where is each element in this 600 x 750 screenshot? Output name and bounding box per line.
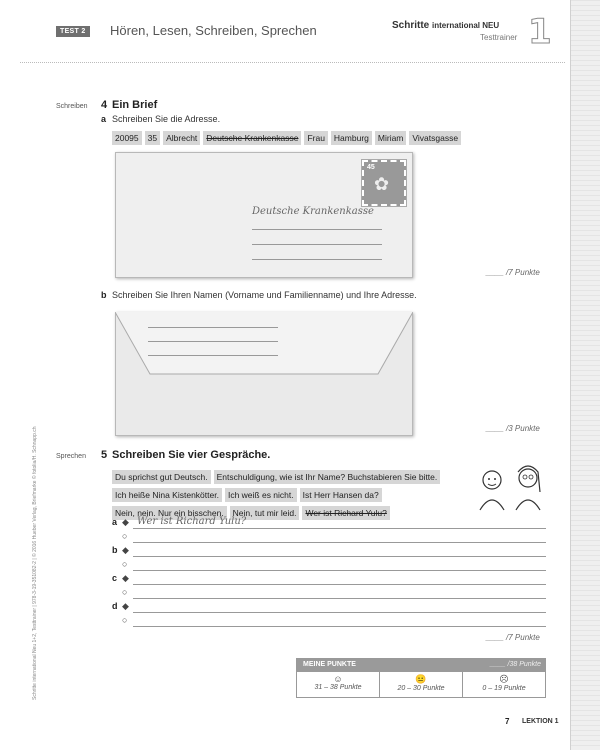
- task-title-4: Ein Brief: [112, 99, 158, 111]
- dialog-letter: a: [112, 517, 118, 527]
- word-chip: Deutsche Krankenkasse: [203, 131, 301, 145]
- address-line: [252, 244, 382, 245]
- word-chip: Hamburg: [331, 131, 372, 145]
- happy-face-icon: ☺: [333, 674, 343, 684]
- score-total: ____ /38 Punkte: [490, 661, 541, 668]
- unit-number: 1: [528, 12, 552, 52]
- dialog-answer: Wer ist Richard Yulu?: [137, 516, 247, 527]
- dialog-answer-line[interactable]: [133, 626, 546, 627]
- word-chip: Miriam: [375, 131, 407, 145]
- sentence-chip: Ich weiß es nicht.: [225, 488, 297, 502]
- diamond-icon: ◆: [122, 545, 129, 555]
- dialog-answer-line[interactable]: [133, 556, 546, 557]
- handwritten-address: Deutsche Krankenkasse: [252, 206, 374, 217]
- sentence-chip: Du sprichst gut Deutsch.: [112, 470, 211, 484]
- copyright-vertical: Schritte international Neu 1+2, Testtrainer | 978-3-19-351082-2 | © 2016 Hueber Verlag, Briefmarke © fotolia/H. Schnapp.ch: [32, 426, 38, 700]
- score-table: [296, 658, 546, 698]
- envelope-flap: [115, 312, 413, 436]
- page-title: Hören, Lesen, Schreiben, Sprechen: [110, 23, 317, 38]
- task-title-5: Schreiben Sie vier Gespräche.: [112, 449, 271, 461]
- sentence-chip: Wer ist Richard Yulu?: [302, 506, 389, 520]
- circle-icon: ○: [122, 559, 128, 569]
- subtask-text-a: Schreiben Sie die Adresse.: [112, 114, 221, 124]
- diamond-icon: ◆: [122, 517, 129, 527]
- test-badge: TEST 2: [56, 26, 90, 37]
- section-label-schreiben: Schreiben: [56, 103, 88, 110]
- task-number-4: 4: [101, 99, 108, 111]
- section-label-sprechen: Sprechen: [56, 453, 86, 460]
- points-5: ____ /7 Punkte: [486, 633, 540, 642]
- word-chip: Albrecht: [163, 131, 200, 145]
- subtask-letter-a: a: [101, 114, 107, 124]
- sentence-chip: Nein, nein. Nur ein bisschen.: [112, 506, 227, 520]
- dialog-letter: d: [112, 601, 118, 611]
- dialog-answer-line[interactable]: [133, 598, 546, 599]
- sad-face-icon: ☹: [499, 674, 509, 684]
- name-line[interactable]: [148, 327, 278, 328]
- sentence-chip: Ich heiße Nina Kistenkötter.: [112, 488, 222, 502]
- word-chip: 35: [145, 131, 160, 145]
- subtask-text-b: Schreiben Sie Ihren Namen (Vorname und Familienname) und Ihre Adresse.: [112, 290, 417, 300]
- page-header: [0, 0, 570, 60]
- word-chip: Frau: [304, 131, 327, 145]
- people-illustration: [470, 462, 550, 512]
- postage-stamp: [362, 160, 406, 206]
- dialog-answer-line[interactable]: [133, 528, 546, 529]
- dialog-answer-line[interactable]: [133, 584, 546, 585]
- word-chip: Vivatsgasse: [409, 131, 461, 145]
- header-divider: [20, 62, 565, 63]
- page-edge-strip: [570, 0, 600, 750]
- name-line[interactable]: [148, 341, 278, 342]
- neutral-face-icon: 😐: [415, 674, 427, 684]
- word-bank-address: [112, 131, 461, 145]
- score-cell-medium: 😐 20 – 30 Punkte: [380, 672, 463, 698]
- address-line: [252, 229, 382, 230]
- lektion-label: LEKTION 1: [522, 718, 559, 725]
- sentence-chip: Ist Herr Hansen da?: [300, 488, 382, 502]
- circle-icon: ○: [122, 531, 128, 541]
- sentence-chip: Entschuldigung, wie ist Ihr Name? Buchstabieren Sie bitte.: [214, 470, 441, 484]
- stamp-value: 45: [367, 164, 375, 171]
- word-chip: 20095: [112, 131, 142, 145]
- score-cell-low: ☹ 0 – 19 Punkte: [463, 672, 545, 698]
- dialog-answer-line[interactable]: [133, 570, 546, 571]
- dialog-letter: c: [112, 573, 118, 583]
- score-head: MEINE PUNKTE ____ /38 Punkte: [297, 659, 545, 672]
- diamond-icon: ◆: [122, 573, 129, 583]
- flower-icon: ✿: [374, 174, 390, 194]
- points-4b: ____ /3 Punkte: [486, 424, 540, 433]
- points-4a: ____ /7 Punkte: [486, 268, 540, 277]
- dialog-answer-line[interactable]: [133, 612, 546, 613]
- circle-icon: ○: [122, 615, 128, 625]
- diamond-icon: ◆: [122, 601, 129, 611]
- page-number: 7: [505, 717, 510, 726]
- dialog-answer-line[interactable]: [133, 542, 546, 543]
- name-line[interactable]: [148, 355, 278, 356]
- brand-title: Schritte international NEU: [392, 20, 500, 31]
- circle-icon: ○: [122, 587, 128, 597]
- dialog-letter: b: [112, 545, 118, 555]
- subtask-letter-b: b: [101, 290, 107, 300]
- address-line: [252, 259, 382, 260]
- sentence-chip: Nein, tut mir leid.: [230, 506, 300, 520]
- score-cell-good: ☺ 31 – 38 Punkte: [297, 672, 380, 698]
- task-number-5: 5: [101, 449, 108, 461]
- brand-subtitle: Testtrainer: [480, 33, 518, 42]
